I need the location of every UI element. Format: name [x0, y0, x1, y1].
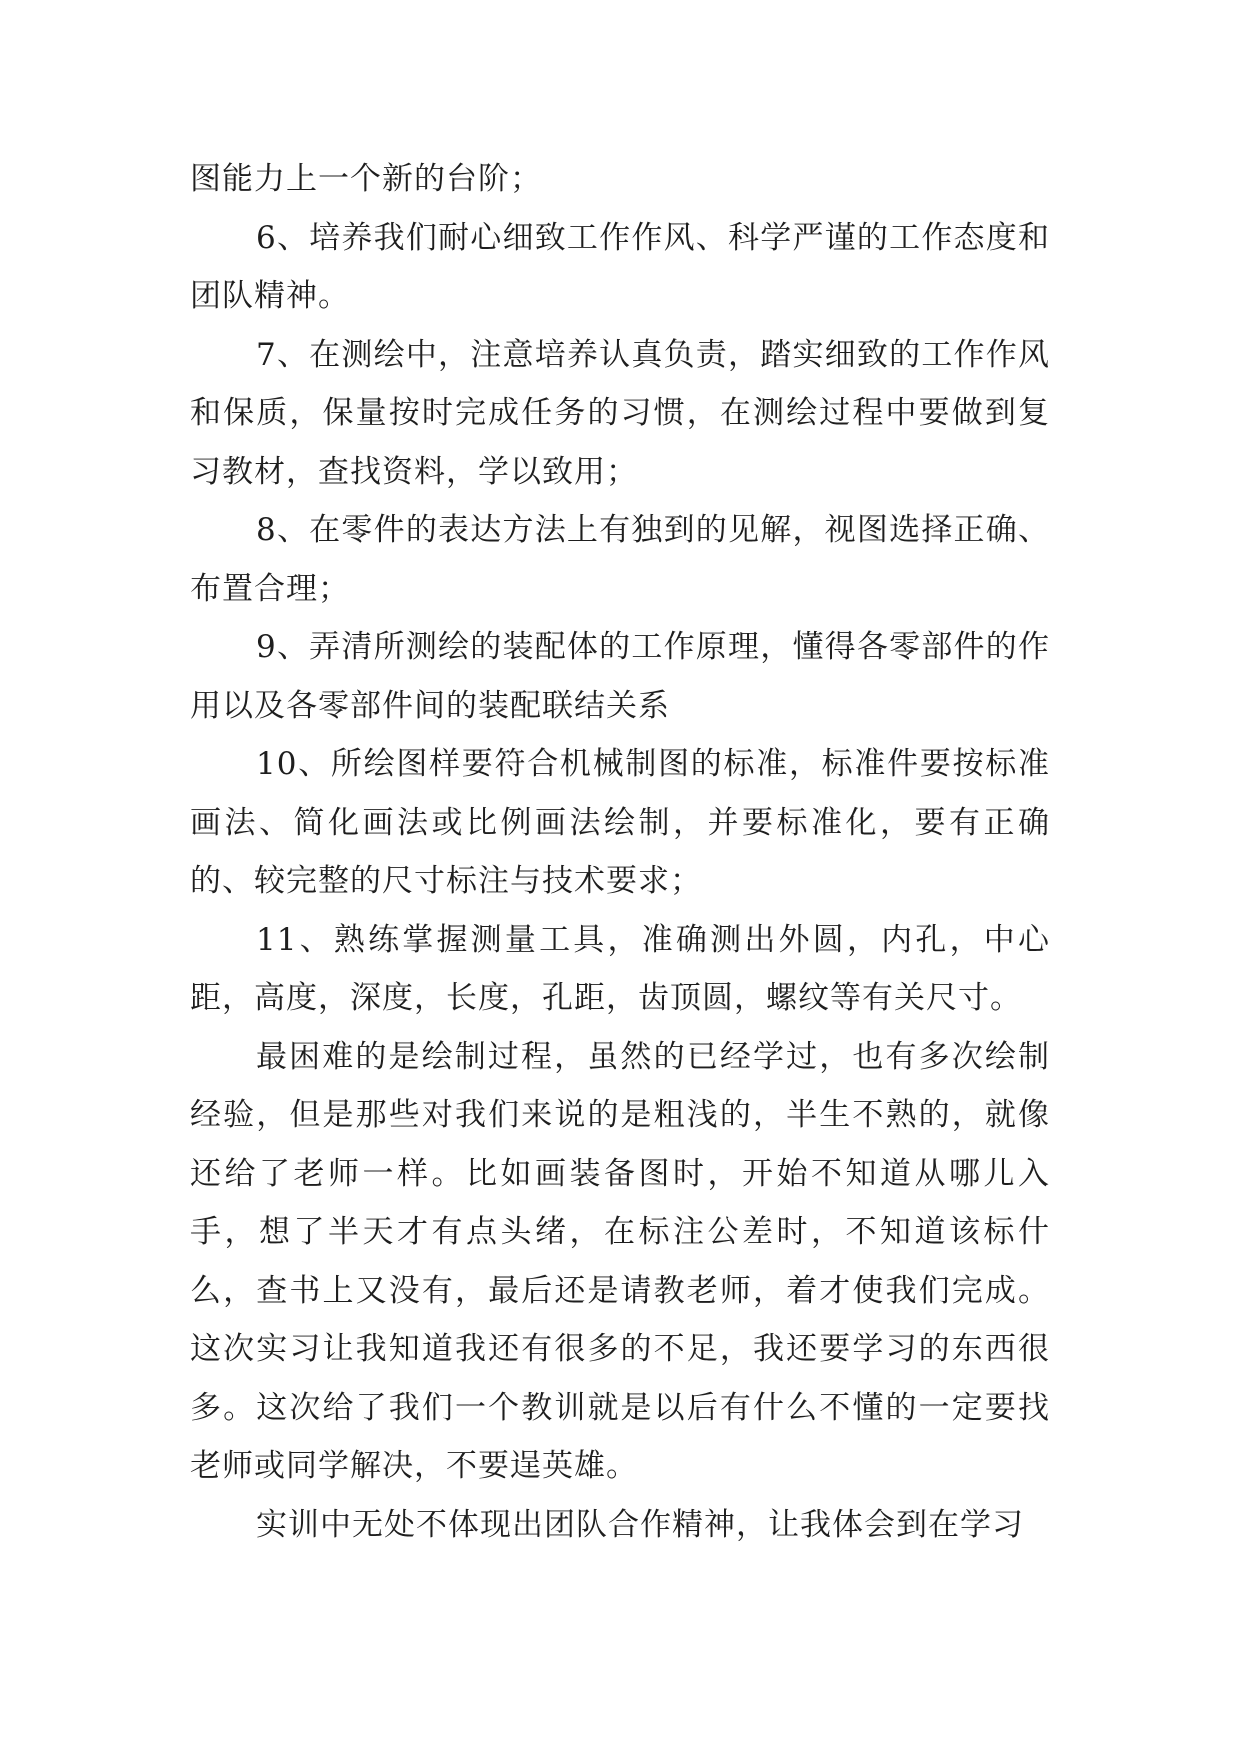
- paragraph: 9、弄清所测绘的装配体的工作原理，懂得各零部件的作用以及各零部件间的装配联结关系: [190, 629, 1050, 724]
- document-body: [190, 150, 1050, 1554]
- paragraph: 8、在零件的表达方法上有独到的见解，视图选择正确、布置合理；: [190, 512, 1050, 607]
- paragraph: 10、所绘图样要符合机械制图的标准，标准件要按标准画法、简化画法或比例画法绘制，并要标准化，要有正确的、较完整的尺寸标注与技术要求；: [190, 746, 1050, 899]
- paragraph: 实训中无处不体现出团队合作精神，让我体会到在学习: [256, 1506, 1024, 1543]
- paragraph: 最困难的是绘制过程，虽然的已经学过，也有多次绘制经验，但是那些对我们来说的是粗浅的，半生不熟的，就像还给了老师一样。比如画装备图时，开始不知道从哪儿入手，想了半天才有点头绪，在标注公差时，不知道该标什么，查书上又没有，最后还是请教老师，着才使我们完成。这次实习让我知道我还有很多的不足，我还要学习的东西很多。这次给了我们一个教训就是以后有什么不懂的一定要找老师或同学解决，不要逞英雄。: [190, 1038, 1050, 1484]
- paragraph: 7、在测绘中，注意培养认真负责，踏实细致的工作作风和保质，保量按时完成任务的习惯，在测绘过程中要做到复习教材，查找资料，学以致用；: [190, 336, 1050, 490]
- paragraph: 图能力上一个新的台阶；: [190, 161, 542, 197]
- paragraph: 11、熟练掌握测量工具，准确测出外圆，内孔，中心距，高度，深度，长度，孔距，齿顶圆，螺纹等有关尺寸。: [190, 921, 1050, 1016]
- paragraph: 6、培养我们耐心细致工作作风、科学严谨的工作态度和团队精神。: [190, 219, 1050, 314]
